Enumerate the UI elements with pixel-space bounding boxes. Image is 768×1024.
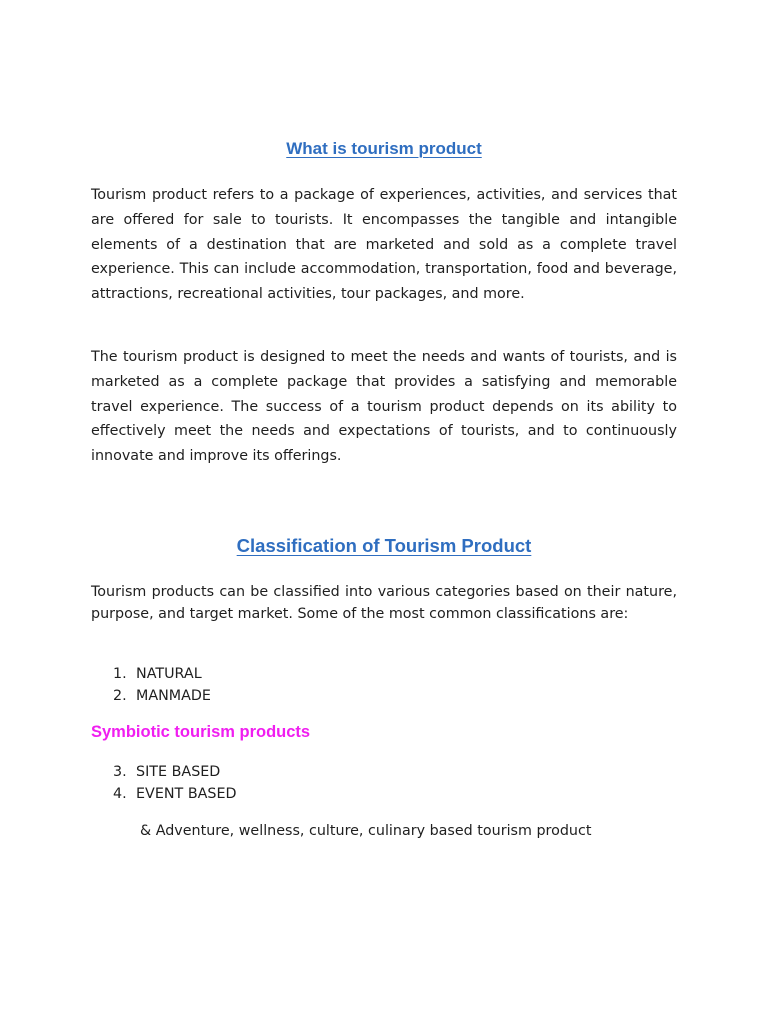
section-title-classification: Classification of Tourism Product: [236, 535, 532, 556]
list-text: SITE BASED: [136, 764, 221, 780]
list-number: 2.: [113, 688, 127, 704]
list-item: [91, 663, 211, 685]
classification-list-symbiotic: [91, 761, 237, 805]
note-additional-types: & Adventure, wellness, culture, culinary based tourism product: [140, 823, 592, 839]
section-title-what-is-tourism-product: What is tourism product: [286, 139, 482, 158]
list-number: 3.: [113, 764, 127, 780]
paragraph-classification-intro: Tourism products can be classified into various categories based on their nature, purpose, and target market. Some of the most common classifications are:: [91, 584, 677, 622]
list-text: MANMADE: [136, 688, 211, 704]
list-item: [91, 685, 211, 707]
paragraph-definition: Tourism product refers to a package of experiences, activities, and services that are offered for sale to tourists. It encompasses the tangible and intangible elements of a destination that are marketed and sold as a complete travel experience. This can include accommodation, transportation, food and beverage, attractions, recreational activities, tour packages, and more.: [91, 187, 677, 303]
list-item: [91, 783, 237, 805]
list-number: 1.: [113, 666, 127, 682]
paragraph-design: The tourism product is designed to meet the needs and wants of tourists, and is marketed as a complete package that provides a satisfying and memorable travel experience. The success of a tourism product depends on its ability to effectively meet the needs and expectations of tourists, and to continuously innovate and improve its offerings.: [91, 349, 677, 465]
list-number: 4.: [113, 786, 127, 802]
classification-list-primary: [91, 663, 211, 707]
list-item: [91, 761, 237, 783]
list-text: EVENT BASED: [136, 786, 237, 802]
list-text: NATURAL: [136, 666, 202, 682]
subheading-symbiotic: Symbiotic tourism products: [91, 723, 311, 741]
